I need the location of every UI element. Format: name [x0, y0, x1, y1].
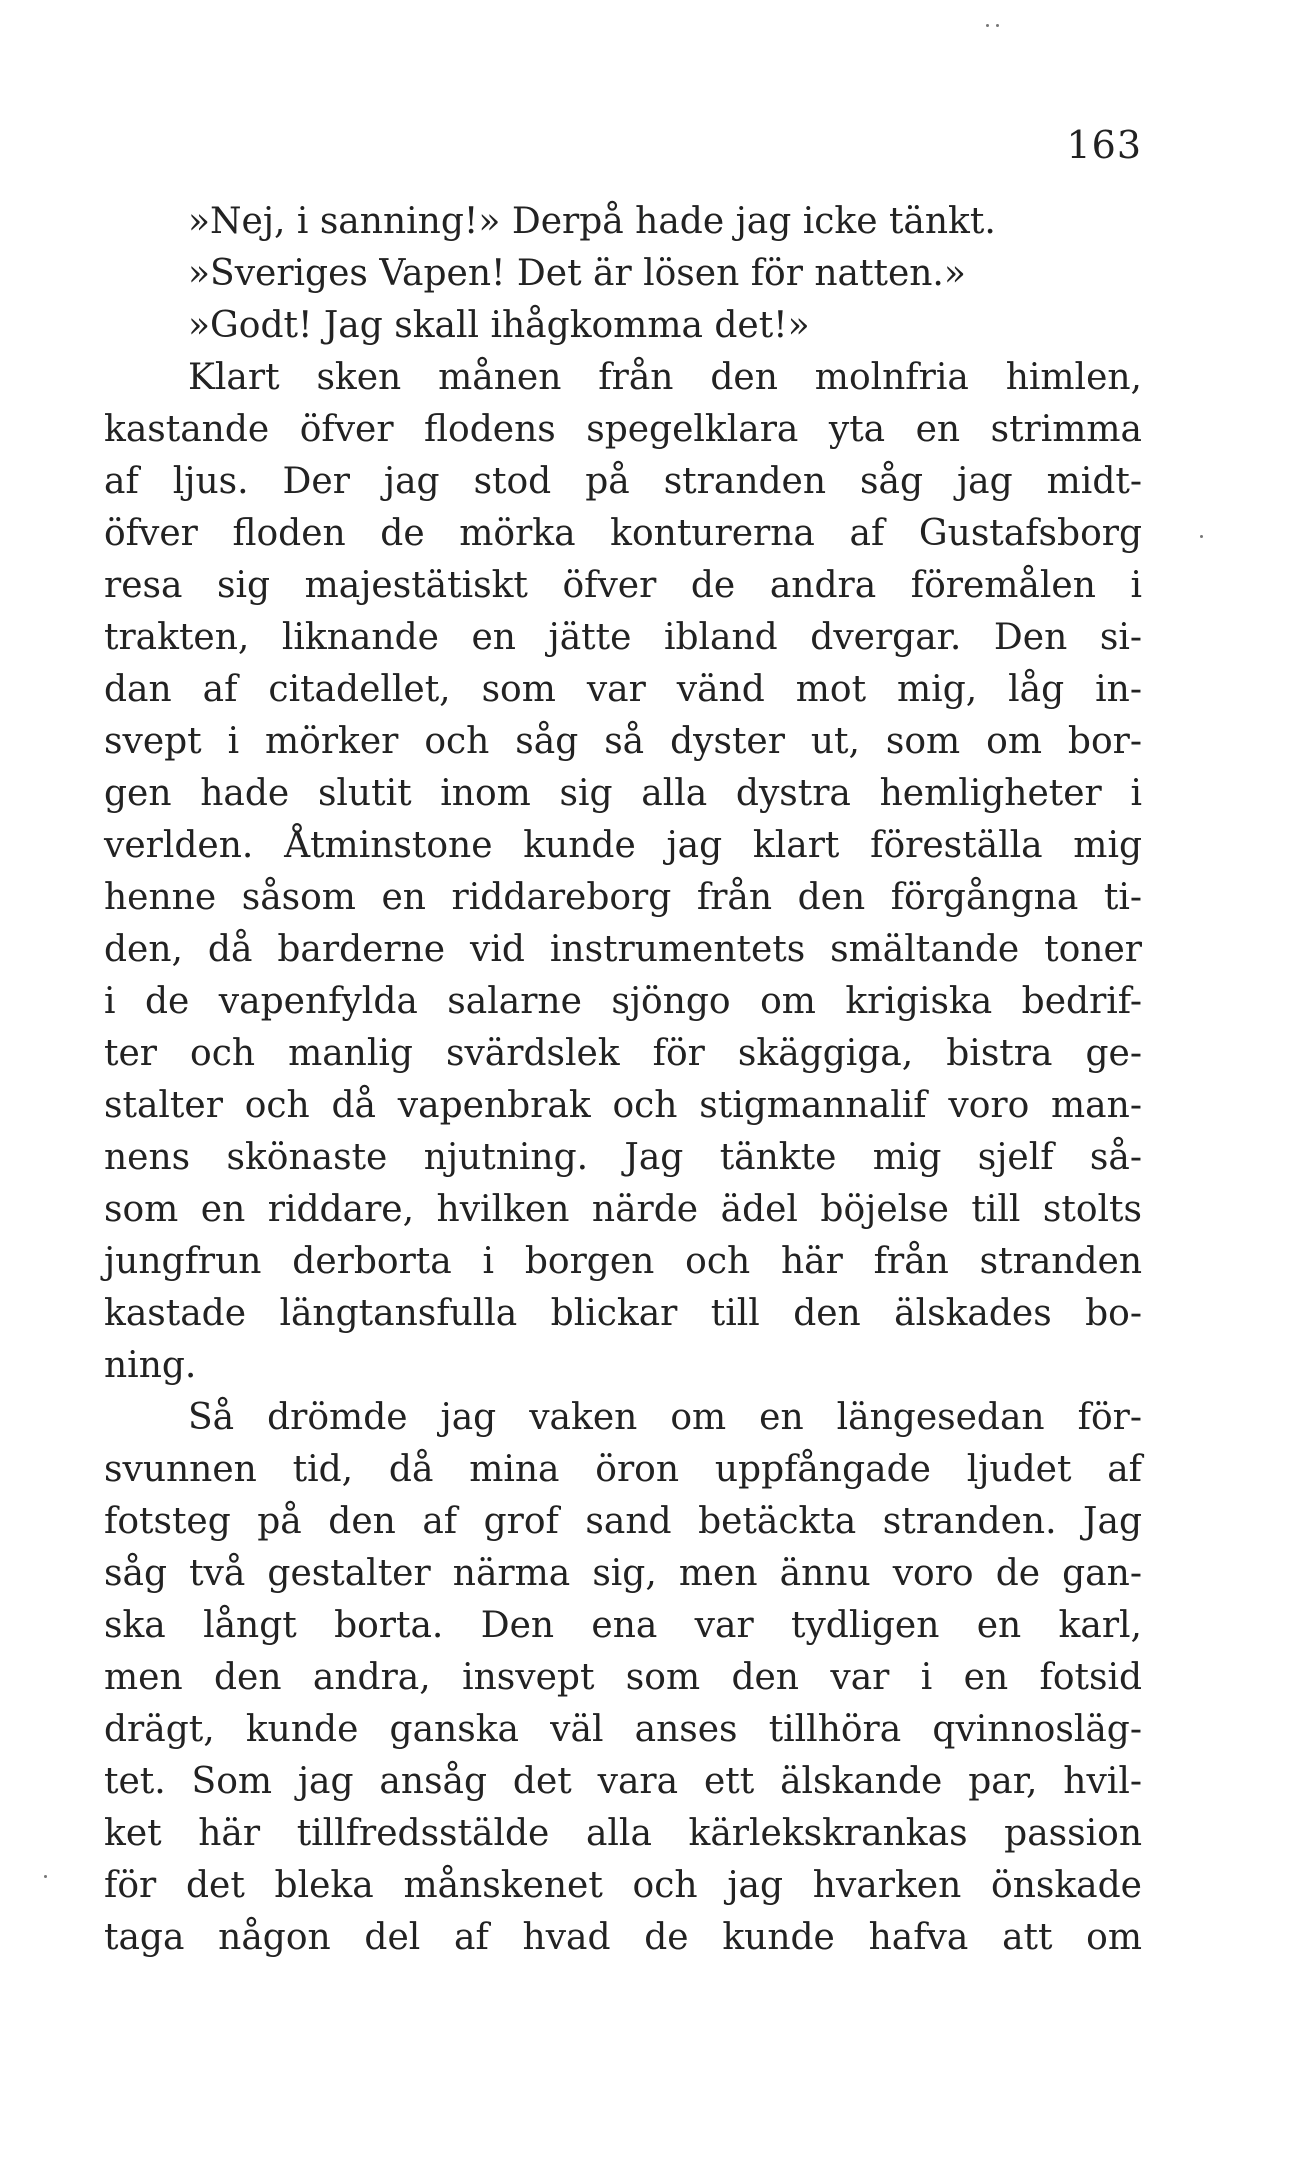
text-line: stalter och då vapenbrak och stigmannalif voro man- — [104, 1085, 1142, 1126]
text-line: Klart sken månen från den molnfria himlen, — [188, 357, 1142, 398]
text-line: »Sveriges Vapen! Det är lösen för natten.» — [188, 253, 966, 294]
text-line: i de vapenfylda salarne sjöngo om krigiska bedrif- — [104, 981, 1142, 1022]
text-line: kastade längtansfulla blickar till den älskades bo- — [104, 1293, 1142, 1334]
text-line: drägt, kunde ganska väl anses tillhöra qvinnosläg- — [104, 1709, 1142, 1750]
text-line: den, då barderne vid instrumentets smältande toner — [104, 929, 1142, 970]
text-line: för det bleka månskenet och jag hvarken önskade — [104, 1865, 1142, 1906]
paper-speck — [44, 1875, 47, 1878]
text-line: såg två gestalter närma sig, men ännu voro de gan- — [104, 1553, 1142, 1594]
text-line: ning. — [104, 1345, 197, 1386]
paper-speck — [1200, 535, 1203, 538]
text-line: verlden. Åtminstone kunde jag klart föreställa mig — [104, 825, 1142, 866]
page-number: 163 — [1066, 123, 1142, 167]
text-line: Så drömde jag vaken om en längesedan för- — [188, 1397, 1142, 1438]
text-line: taga någon del af hvad de kunde hafva att om — [104, 1917, 1142, 1958]
text-line: fotsteg på den af grof sand betäckta stranden. Jag — [104, 1501, 1142, 1542]
text-line: jungfrun derborta i borgen och här från stranden — [104, 1241, 1142, 1282]
paper-speck — [986, 24, 989, 27]
text-line: kastande öfver flodens spegelklara yta en strimma — [104, 409, 1142, 450]
paper-speck — [996, 24, 999, 27]
text-line: ket här tillfredsstälde alla kärlekskrankas passion — [104, 1813, 1142, 1854]
text-line: »Nej, i sanning!» Derpå hade jag icke tänkt. — [188, 201, 996, 242]
text-line: tet. Som jag ansåg det vara ett älskande par, hvil- — [104, 1761, 1142, 1802]
text-line: dan af citadellet, som var vänd mot mig, låg in- — [104, 669, 1142, 710]
text-line: svunnen tid, då mina öron uppfångade ljudet af — [104, 1449, 1142, 1490]
text-line: ska långt borta. Den ena var tydligen en karl, — [104, 1605, 1142, 1646]
text-line: som en riddare, hvilken närde ädel böjelse till stolts — [104, 1189, 1142, 1230]
text-line: nens skönaste njutning. Jag tänkte mig sjelf så- — [104, 1137, 1142, 1178]
text-line: »Godt! Jag skall ihågkomma det!» — [188, 305, 810, 346]
text-line: af ljus. Der jag stod på stranden såg jag midt- — [104, 461, 1142, 502]
text-line: henne såsom en riddareborg från den förgångna ti- — [104, 877, 1142, 918]
text-line: men den andra, insvept som den var i en fotsid — [104, 1657, 1142, 1698]
text-line: resa sig majestätiskt öfver de andra föremålen i — [104, 565, 1142, 606]
text-line: svept i mörker och såg så dyster ut, som om bor- — [104, 721, 1142, 762]
page-body-text — [104, 196, 1142, 1964]
text-line: gen hade slutit inom sig alla dystra hemligheter i — [104, 773, 1142, 814]
text-line: trakten, liknande en jätte ibland dvergar. Den si- — [104, 617, 1142, 658]
text-line: ter och manlig svärdslek för skäggiga, bistra ge- — [104, 1033, 1142, 1074]
text-line: öfver floden de mörka konturerna af Gustafsborg — [104, 513, 1142, 554]
